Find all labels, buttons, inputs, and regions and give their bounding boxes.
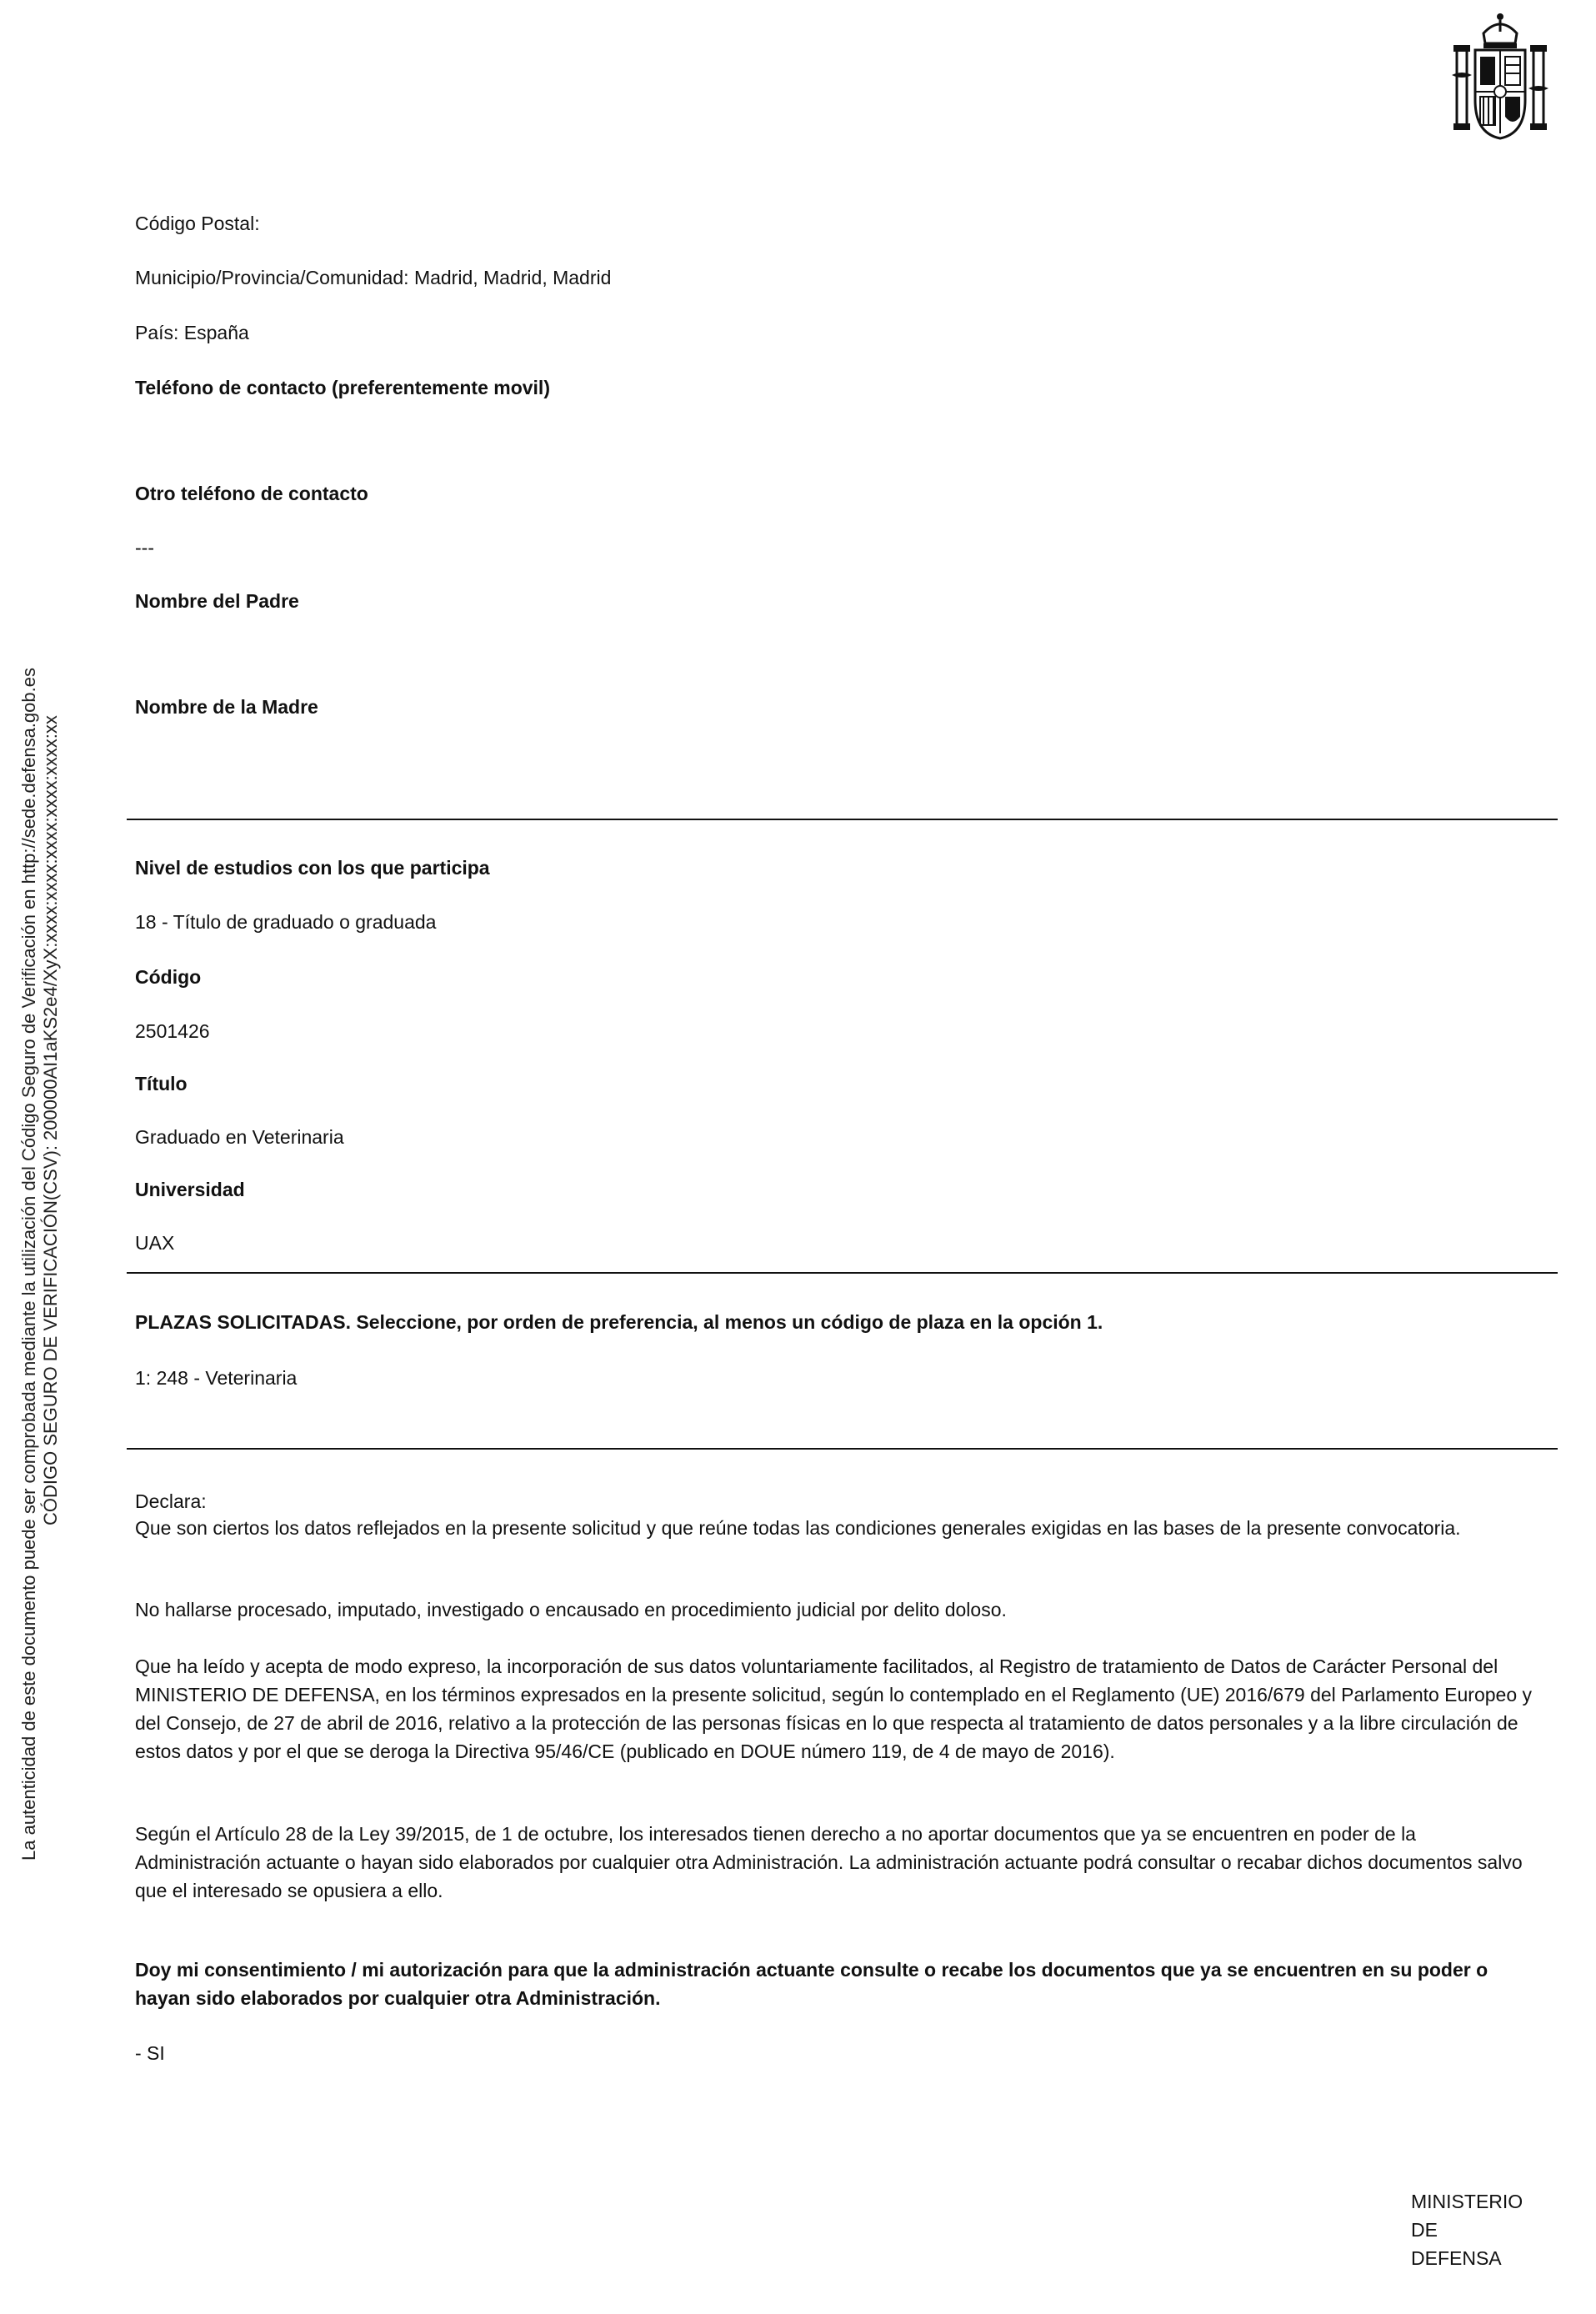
declaration-paragraph-3: Que ha leído y acepta de modo expreso, la incorporación de sus datos voluntariamente facilitados, al Registro de tratamiento de Datos de Carácter Personal del MINISTERIO DE DEFENSA, en los términos expresados en la presente solicitud, según lo contemplado en el Reglamento (UE) 2016/679 del Parlamento Europeo y del Consejo, de 27 de abril de 2016, relativo a la protección de las personas físicas en lo que respecta al tratamiento de datos personales y a la libre circulación de estos datos y por el que se deroga la Directiva 95/46/CE (publicado en DOUE número 119, de 4 de mayo de 2016).: [135, 1655, 1533, 1762]
university-label: Universidad: [135, 1179, 245, 1200]
title-value: Graduado en Veterinaria: [135, 1126, 344, 1148]
code-value: 2501426: [135, 1020, 210, 1042]
section-divider: [127, 819, 1558, 820]
study-level-value: 18 - Título de graduado o graduada: [135, 911, 437, 933]
ministry-footer: MINISTERIO DE DEFENSA: [1411, 2191, 1523, 2269]
code-label: Código: [135, 966, 202, 988]
verification-csv: CÓDIGO SEGURO DE VERIFICACIÓN(CSV): 200000AI1aKS2e4/XyX:xxxx:xxxx:xxxx:xxxx:xxxx:xx: [40, 715, 61, 1525]
title-label: Título: [135, 1073, 188, 1094]
university-value: UAX: [135, 1232, 175, 1254]
consent-text: Doy mi consentimiento / mi autorización para que la administración actuante consulte o recabe los documentos que ya se encuentren en su poder o hayan sido elaborados por cualquier otra Administración.: [135, 1959, 1488, 2009]
coat-of-arms-icon: [1450, 8, 1550, 143]
places-option-1: 1: 248 - Veterinaria: [135, 1367, 298, 1389]
country-value: País: España: [135, 322, 249, 343]
verification-note: La autenticidad de este documento puede ser comprobada mediante la utilización del Código Seguro de Verificación en http://sede.defensa.gob.es: [18, 668, 39, 1861]
consent-answer: - SI: [135, 2042, 165, 2064]
declaration-paragraph-1: Que son ciertos los datos reflejados en la presente solicitud y que reúne todas las condiciones generales exigidas en las bases de la presente convocatoria.: [135, 1517, 1461, 1539]
declaration-label: Declara:: [135, 1490, 207, 1512]
postal-code-label: Código Postal:: [135, 213, 260, 234]
places-heading: PLAZAS SOLICITADAS. Seleccione, por orden de preferencia, al menos un código de plaza en la opción 1.: [135, 1311, 1103, 1333]
phone-label: Teléfono de contacto (preferentemente movil): [135, 377, 550, 398]
section-divider: [127, 1448, 1558, 1450]
section-divider: [127, 1272, 1558, 1274]
declaration-paragraph-4: Según el Artículo 28 de la Ley 39/2015, de 1 de octubre, los interesados tienen derecho a no aportar documentos que ya se encuentren en poder de la Administración actuante o hayan sido elaborados por cualquier otra Administración. La administración actuante podrá consultar o recabar dichos documentos salvo que el interesado se opusiera a ello.: [135, 1823, 1523, 1901]
municipality-value: Municipio/Provincia/Comunidad: Madrid, Madrid, Madrid: [135, 267, 612, 288]
other-phone-label: Otro teléfono de contacto: [135, 483, 368, 504]
declaration-paragraph-2: No hallarse procesado, imputado, investigado o encausado en procedimiento judicial por delito doloso.: [135, 1599, 1007, 1620]
study-level-label: Nivel de estudios con los que participa: [135, 857, 490, 879]
other-phone-value: ---: [135, 537, 154, 558]
mother-name-label: Nombre de la Madre: [135, 696, 318, 718]
father-name-label: Nombre del Padre: [135, 590, 299, 612]
